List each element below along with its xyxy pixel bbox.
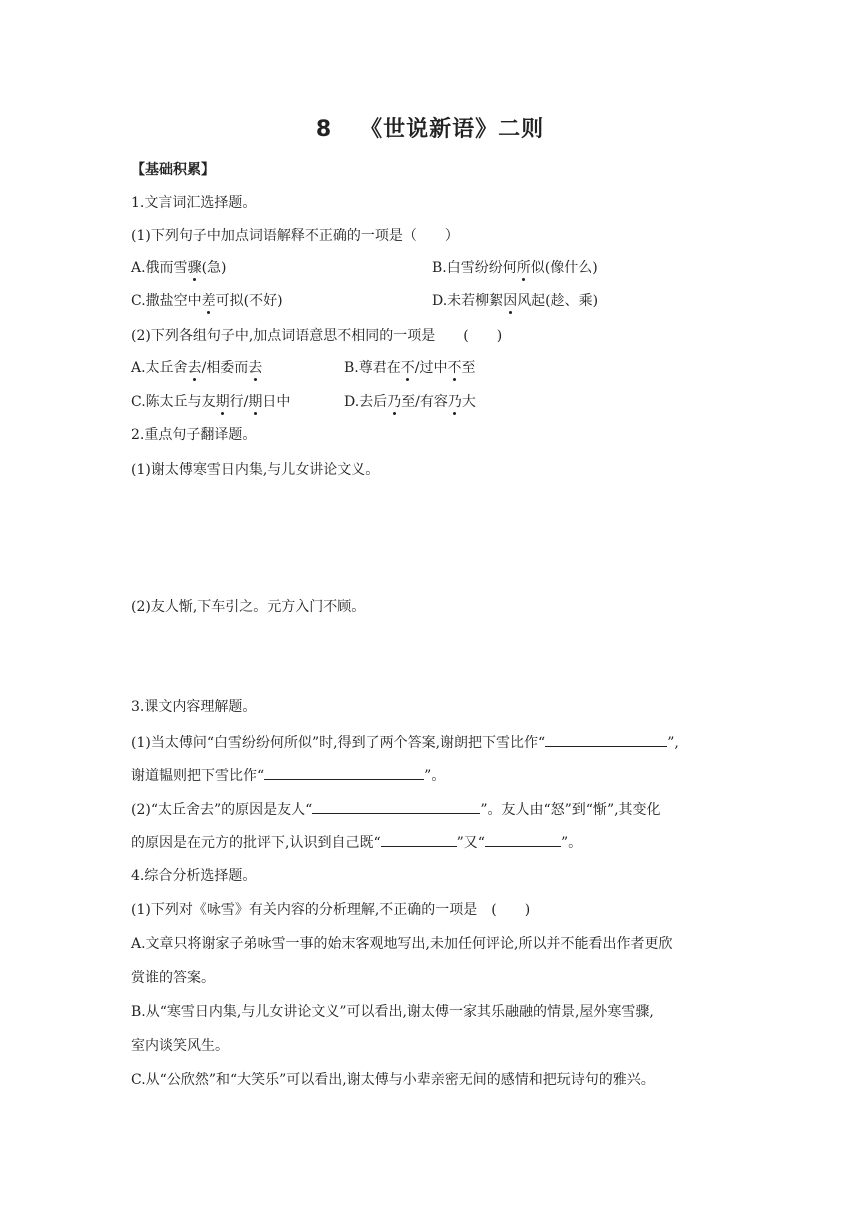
q4-option-a-line1: A.文章只将谢家子弟咏雪一事的始末客观地写出,未加任何评论,所以并不能看出作者更欣 — [131, 936, 673, 952]
lesson-title-text: 《世说新语》二则 — [360, 117, 545, 142]
q1-sub1-options-row2 — [131, 291, 731, 311]
option-b-pre: B.白雪纷纷 — [432, 260, 503, 276]
sub2-d-dot1: 乃 — [387, 394, 402, 410]
sub2-c-dot2: 期 — [248, 394, 263, 410]
sub2-d-p1: D.去后 — [344, 394, 388, 410]
q3-l1-end: ”, — [667, 735, 679, 751]
option-b — [432, 258, 598, 278]
q2-sentence-1: (1)谢太傅寒雪日内集,与儿女讲论文义。 — [131, 462, 380, 478]
option-c-post: 可拟(不好) — [215, 293, 283, 309]
q3-l4-mid: ”又“ — [456, 835, 485, 851]
option-d — [432, 291, 598, 311]
q3-l2-text: 谢道韫则把下雪比作“ — [131, 768, 265, 784]
option-b-dotted: 何所似 — [502, 260, 545, 276]
sub2-a-p1: A.太丘舍 — [131, 360, 188, 376]
sub2-c-p3: 日中 — [262, 394, 291, 410]
section-heading: 【基础积累】 — [131, 162, 215, 178]
option-a-pre: A.俄而雪 — [131, 260, 188, 276]
q3-l3-end: ”。友人由“怒”到“惭”,其变化 — [480, 802, 661, 818]
sub2-b-p3: 至 — [461, 360, 476, 376]
sub2-d-dot2: 乃 — [447, 394, 462, 410]
q4-option-a-line2: 赏谁的答案。 — [131, 970, 215, 986]
option-d-post: 风起(趁、乘) — [517, 293, 599, 309]
q4-option-c-line1: C.从“公欣然”和“大笑乐”可以看出,谢太傅与小辈亲密无间的感情和把玩诗句的雅兴。 — [131, 1072, 655, 1088]
option-c — [131, 293, 283, 309]
sub2-option-a — [131, 360, 262, 376]
q4-stem: (1)下列对《咏雪》有关内容的分析理解,不正确的一项是 ( ) — [131, 902, 531, 918]
sub2-b-dot1: 不 — [400, 360, 415, 376]
q1-sub2-options-row1 — [131, 358, 631, 378]
sub2-a-p2: /相委而 — [201, 360, 249, 376]
option-a-post: (急) — [201, 260, 227, 276]
answer-blank-2[interactable] — [264, 765, 424, 780]
answer-blank-5[interactable] — [485, 832, 561, 847]
sub2-c-dot1: 期 — [215, 394, 230, 410]
sub2-b-dot2: 不 — [447, 360, 462, 376]
q1-sub2-stem: (2)下列各组句子中,加点词语意思不相同的一项是 ( ) — [131, 328, 503, 344]
q3-line-3 — [131, 799, 661, 820]
option-c-dotted: 差 — [201, 293, 216, 309]
sub2-a-dot2: 去 — [248, 360, 263, 376]
sub2-b-p1: B.尊君在 — [344, 360, 401, 376]
option-a — [131, 260, 227, 276]
q4-heading: 4.综合分析选择题。 — [131, 868, 257, 884]
q3-l2-end: ”。 — [424, 768, 446, 784]
q1-sub1-stem: (1)下列句子中加点词语解释不正确的一项是（ ） — [131, 228, 459, 244]
sub2-a-dot1: 去 — [187, 360, 202, 376]
q3-heading: 3.课文内容理解题。 — [131, 699, 257, 715]
sub2-option-c — [131, 394, 290, 410]
q2-sentence-2: (2)友人惭,下车引之。元方入门不顾。 — [131, 599, 366, 615]
q4-option-b-line2: 室内谈笑风生。 — [131, 1038, 229, 1054]
answer-blank-4[interactable] — [381, 832, 457, 847]
q3-l4-text: 的原因是在元方的批评下,认识到自己既“ — [131, 835, 381, 851]
sub2-option-d — [344, 392, 476, 412]
q3-line-1 — [131, 732, 679, 753]
option-b-post: (像什么) — [544, 260, 598, 276]
q2-heading: 2.重点句子翻译题。 — [131, 427, 257, 443]
answer-blank-1[interactable] — [545, 732, 667, 747]
option-a-dotted: 骤 — [187, 260, 202, 276]
answer-blank-3[interactable] — [312, 799, 480, 814]
sub2-d-p3: 大 — [461, 394, 476, 410]
q3-l3-text: (2)“太丘舍去”的原因是友人“ — [131, 802, 313, 818]
sub2-b-p2: /过中 — [414, 360, 448, 376]
q3-l1-text: (1)当太傅问“白雪纷纷何所似”时,得到了两个答案,谢朗把下雪比作“ — [131, 735, 546, 751]
option-d-dotted: 因 — [503, 293, 518, 309]
q3-line-4 — [131, 832, 582, 853]
sub2-c-p1: C.陈太丘与友 — [131, 394, 216, 410]
q1-sub1-options-row1 — [131, 258, 731, 278]
lesson-number: 8 — [315, 117, 333, 142]
sub2-option-b — [344, 358, 475, 378]
q3-l4-end: ”。 — [560, 835, 583, 851]
q4-option-b-line1: B.从“寒雪日内集,与儿女讲论文义”可以看出,谢太傅一家其乐融融的情景,屋外寒雪骤, — [131, 1004, 654, 1020]
q1-heading: 1.文言词汇选择题。 — [131, 195, 257, 211]
q3-line-2 — [131, 765, 445, 786]
lesson-title — [0, 112, 860, 143]
option-c-pre: C.撒盐空中 — [131, 293, 202, 309]
q1-sub2-options-row2 — [131, 392, 631, 412]
sub2-c-p2: 行/ — [229, 394, 249, 410]
sub2-d-p2: 至/有容 — [401, 394, 448, 410]
option-d-pre: D.未若柳絮 — [432, 293, 504, 309]
